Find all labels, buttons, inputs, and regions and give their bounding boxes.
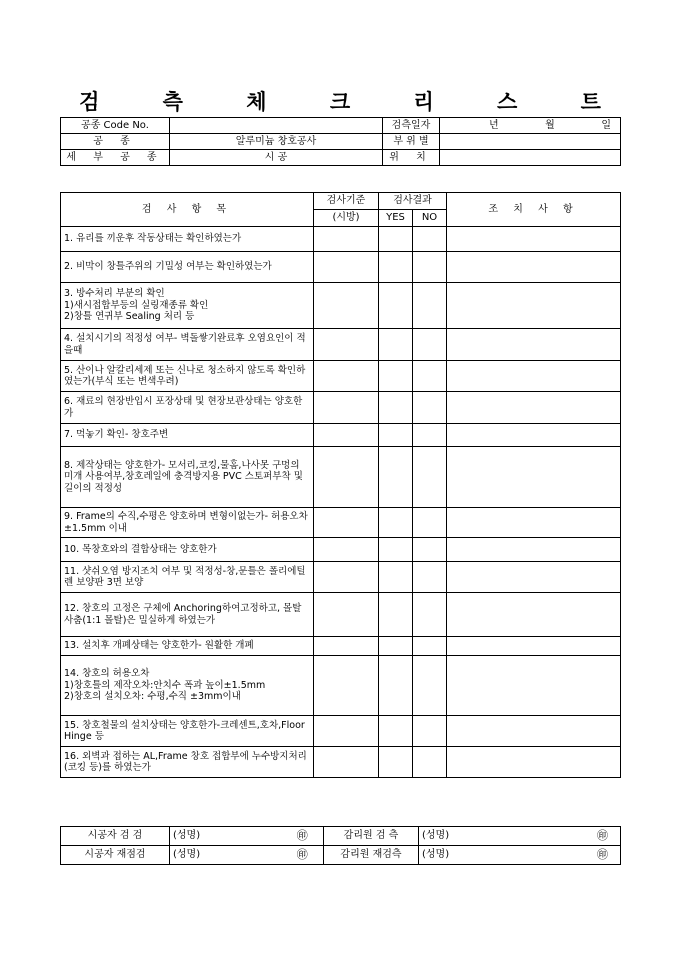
action-cell[interactable] bbox=[447, 252, 621, 283]
table-row bbox=[61, 538, 621, 562]
table-row bbox=[61, 424, 621, 447]
standard-cell[interactable] bbox=[314, 747, 379, 778]
supervisor-check-name[interactable]: (성명) bbox=[419, 827, 569, 846]
yes-cell[interactable] bbox=[379, 447, 413, 508]
yes-cell[interactable] bbox=[379, 538, 413, 562]
contractor-check-label: 시공자 검 검 bbox=[61, 827, 170, 846]
yes-cell[interactable] bbox=[379, 283, 413, 329]
header-table bbox=[60, 117, 621, 166]
no-cell[interactable] bbox=[413, 716, 447, 747]
standard-cell[interactable] bbox=[314, 424, 379, 447]
yes-cell[interactable] bbox=[379, 252, 413, 283]
part-label: 부 위 별 bbox=[383, 134, 440, 150]
standard-cell[interactable] bbox=[314, 361, 379, 392]
seal-icon: ㊞ bbox=[282, 846, 324, 865]
action-cell[interactable] bbox=[447, 716, 621, 747]
action-cell[interactable] bbox=[447, 329, 621, 361]
standard-cell[interactable] bbox=[314, 392, 379, 424]
yes-cell[interactable] bbox=[379, 562, 413, 593]
table-row bbox=[61, 252, 621, 283]
no-cell[interactable] bbox=[413, 637, 447, 656]
table-row bbox=[61, 508, 621, 538]
no-cell[interactable] bbox=[413, 593, 447, 637]
action-cell[interactable] bbox=[447, 392, 621, 424]
no-cell[interactable] bbox=[413, 538, 447, 562]
check-item-text: 6. 재료의 현장반입시 포장상태 및 현장보관상태는 양호한가 bbox=[61, 392, 314, 424]
work-code-label: 공종 Code No. bbox=[61, 118, 170, 134]
yes-cell[interactable] bbox=[379, 392, 413, 424]
location-field[interactable] bbox=[440, 150, 621, 166]
action-cell[interactable] bbox=[447, 227, 621, 252]
check-item-text: 10. 목창호와의 결합상태는 양호한가 bbox=[61, 538, 314, 562]
no-cell[interactable] bbox=[413, 329, 447, 361]
action-cell[interactable] bbox=[447, 747, 621, 778]
no-cell[interactable] bbox=[413, 747, 447, 778]
contractor-check-name[interactable]: (성명) bbox=[170, 827, 282, 846]
sub-work-value: 시 공 bbox=[170, 150, 383, 166]
table-row bbox=[61, 329, 621, 361]
action-cell[interactable] bbox=[447, 283, 621, 329]
table-row bbox=[61, 593, 621, 637]
action-cell[interactable] bbox=[447, 637, 621, 656]
no-cell[interactable] bbox=[413, 361, 447, 392]
no-cell[interactable] bbox=[413, 447, 447, 508]
action-cell[interactable] bbox=[447, 538, 621, 562]
date-month-label: 월 bbox=[545, 119, 555, 131]
action-cell[interactable] bbox=[447, 361, 621, 392]
seal-icon: ㊞ bbox=[569, 827, 621, 846]
action-cell[interactable] bbox=[447, 508, 621, 538]
check-item-text: 5. 산이나 알칼리세제 또는 신나로 청소하지 않도록 확인하였는가(부식 또는 변색우려) bbox=[61, 361, 314, 392]
yes-cell[interactable] bbox=[379, 593, 413, 637]
check-item-text: 3. 방수처리 부분의 확인 1)새시접합부등의 실링재종류 확인 2)창틀 연귀부 Sealing 처리 등 bbox=[61, 283, 314, 329]
check-item-text: 15. 창호철물의 설치상태는 양호한가-크레센트,호차,Floor Hinge 등 bbox=[61, 716, 314, 747]
action-cell[interactable] bbox=[447, 656, 621, 716]
no-column-header: NO bbox=[413, 210, 447, 227]
table-row bbox=[61, 562, 621, 593]
standard-cell[interactable] bbox=[314, 562, 379, 593]
standard-column-header: 검사기준 bbox=[314, 193, 379, 210]
action-cell[interactable] bbox=[447, 562, 621, 593]
supervisor-check-label: 감리원 검 측 bbox=[324, 827, 419, 846]
check-item-text: 4. 설치시기의 적정성 여부- 벽돌쌓기완료후 오염요인이 적을때 bbox=[61, 329, 314, 361]
table-row bbox=[61, 447, 621, 508]
standard-subheader: (시방) bbox=[314, 210, 379, 227]
date-day-label: 일 bbox=[601, 119, 611, 131]
check-item-text: 13. 설치후 개폐상태는 양호한가- 원활한 개폐 bbox=[61, 637, 314, 656]
no-cell[interactable] bbox=[413, 392, 447, 424]
action-cell[interactable] bbox=[447, 424, 621, 447]
contractor-recheck-name[interactable]: (성명) bbox=[170, 846, 282, 865]
supervisor-recheck-label: 감리원 재검측 bbox=[324, 846, 419, 865]
location-label: 위 치 bbox=[383, 150, 440, 166]
standard-cell[interactable] bbox=[314, 252, 379, 283]
supervisor-recheck-name[interactable]: (성명) bbox=[419, 846, 569, 865]
check-item-text: 8. 제작상태는 양호한가- 모서리,코킹,물홈,나사못 구멍의 미개 사용여부,창호레일에 충격방지용 PVC 스토퍼부착 및 길이의 적정성 bbox=[61, 447, 314, 508]
no-cell[interactable] bbox=[413, 656, 447, 716]
seal-icon: ㊞ bbox=[282, 827, 324, 846]
standard-cell[interactable] bbox=[314, 508, 379, 538]
date-year-label: 년 bbox=[489, 119, 499, 131]
check-item-text: 9. Frame의 수직,수평은 양호하며 변형이없는가- 허용오차 ±1.5mm 이내 bbox=[61, 508, 314, 538]
check-item-text: 11. 샷쉬오염 방지조치 여부 및 적정성-창,문틀은 폴리에틸렌 보양판 3면 보양 bbox=[61, 562, 314, 593]
action-column-header: 조 치 사 항 bbox=[447, 193, 621, 227]
yes-cell[interactable] bbox=[379, 361, 413, 392]
standard-cell[interactable] bbox=[314, 593, 379, 637]
table-row bbox=[61, 283, 621, 329]
standard-cell[interactable] bbox=[314, 283, 379, 329]
table-row bbox=[61, 747, 621, 778]
part-field[interactable] bbox=[440, 134, 621, 150]
action-cell[interactable] bbox=[447, 593, 621, 637]
standard-cell[interactable] bbox=[314, 447, 379, 508]
yes-cell[interactable] bbox=[379, 716, 413, 747]
check-item-text: 1. 유리를 끼운후 작동상태는 확인하였는가 bbox=[61, 227, 314, 252]
table-row bbox=[61, 637, 621, 656]
no-cell[interactable] bbox=[413, 252, 447, 283]
check-item-text: 16. 외벽과 접하는 AL,Frame 창호 접합부에 누수방지처리(코킹 등)를 하였는가 bbox=[61, 747, 314, 778]
seal-icon: ㊞ bbox=[569, 846, 621, 865]
check-item-text: 2. 비막이 창틀주위의 기밀성 여부는 확인하였는가 bbox=[61, 252, 314, 283]
contractor-recheck-label: 시공자 재점검 bbox=[61, 846, 170, 865]
date-label: 검측일자 bbox=[383, 118, 440, 134]
result-column-header: 검사결과 bbox=[379, 193, 447, 210]
standard-cell[interactable] bbox=[314, 329, 379, 361]
standard-cell[interactable] bbox=[314, 716, 379, 747]
standard-cell[interactable] bbox=[314, 538, 379, 562]
checklist-table bbox=[60, 192, 621, 778]
table-row bbox=[61, 656, 621, 716]
no-cell[interactable] bbox=[413, 562, 447, 593]
signature-table bbox=[60, 826, 621, 865]
check-item-text: 7. 먹놓기 확인- 창호주변 bbox=[61, 424, 314, 447]
no-cell[interactable] bbox=[413, 283, 447, 329]
action-cell[interactable] bbox=[447, 447, 621, 508]
date-field[interactable] bbox=[440, 118, 621, 134]
check-item-text: 14. 창호의 허용오차 1)창호틀의 제작오차:안치수 폭과 높이±1.5mm 2)창호의 설치오차: 수평,수직 ±3mm이내 bbox=[61, 656, 314, 716]
yes-cell[interactable] bbox=[379, 227, 413, 252]
yes-cell[interactable] bbox=[379, 747, 413, 778]
no-cell[interactable] bbox=[413, 424, 447, 447]
standard-cell[interactable] bbox=[314, 656, 379, 716]
table-row bbox=[61, 392, 621, 424]
no-cell[interactable] bbox=[413, 508, 447, 538]
yes-column-header: YES bbox=[379, 210, 413, 227]
table-row bbox=[61, 227, 621, 252]
work-code-value[interactable] bbox=[170, 118, 383, 134]
no-cell[interactable] bbox=[413, 227, 447, 252]
yes-cell[interactable] bbox=[379, 656, 413, 716]
sub-work-label: 세 부 공 종 bbox=[61, 150, 170, 166]
yes-cell[interactable] bbox=[379, 508, 413, 538]
table-row bbox=[61, 716, 621, 747]
work-value: 알루미늄 창호공사 bbox=[170, 134, 383, 150]
yes-cell[interactable] bbox=[379, 637, 413, 656]
yes-cell[interactable] bbox=[379, 329, 413, 361]
yes-cell[interactable] bbox=[379, 424, 413, 447]
page-title: 검 측 체 크 리 스 트 bbox=[79, 89, 629, 114]
item-column-header: 검 사 항 목 bbox=[61, 193, 314, 227]
standard-cell[interactable] bbox=[314, 227, 379, 252]
standard-cell[interactable] bbox=[314, 637, 379, 656]
work-label: 공 종 bbox=[61, 134, 170, 150]
table-row bbox=[61, 361, 621, 392]
check-item-text: 12. 창호의 고정은 구체에 Anchoring하여고정하고, 몰탈사춤(1:1 몰탈)은 밀실하게 하였는가 bbox=[61, 593, 314, 637]
